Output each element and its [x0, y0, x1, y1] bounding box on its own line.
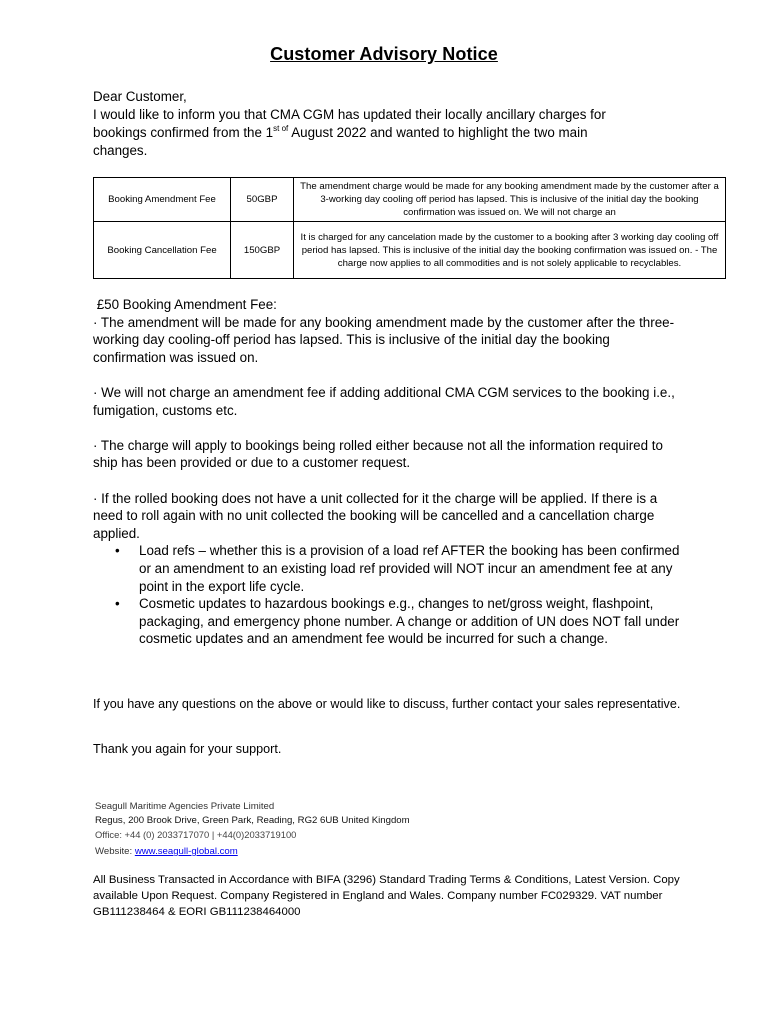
- amendment-section: [93, 296, 683, 648]
- list-item: • Cosmetic updates to hazardous bookings e.g., changes to net/gross weight, flashpoint, packaging, and emergency phone number. A change or addition of UN does NOT fall under cosmetic updates and an amendment fee would be incurred for such a change.: [115, 596, 680, 647]
- company-website: Website: www.seagull-global.com: [95, 846, 238, 857]
- intro-line-2-after: August 2022 and wanted to highlight the two main: [288, 125, 588, 140]
- bullet-icon: •: [115, 543, 120, 559]
- intro-paragraph: [93, 88, 683, 160]
- amendment-paragraph-2: · We will not charge an amendment fee if adding additional CMA CGM services to the booking i.e., fumigation, customs etc.: [93, 384, 675, 418]
- fee-table: [93, 177, 726, 279]
- fee-name: Booking Amendment Fee: [94, 178, 231, 222]
- bullet-icon: •: [115, 596, 120, 612]
- page-title: Customer Advisory Notice: [270, 44, 498, 64]
- intro-line-2-before: bookings confirmed from the 1: [93, 125, 274, 140]
- section-heading: £50 Booking Amendment Fee:: [96, 297, 277, 312]
- company-name: Seagull Maritime Agencies Private Limited: [95, 801, 275, 812]
- website-link[interactable]: www.seagull-global.com: [134, 846, 238, 857]
- company-office-phone: Office: +44 (0) 2033717070 | +44(0)2033719100: [95, 829, 297, 840]
- contact-paragraph: [93, 696, 683, 714]
- fee-description-cell: [294, 178, 726, 222]
- fee-amount: 50GBP: [231, 178, 294, 222]
- table-row: [94, 222, 726, 279]
- intro-line-1: I would like to inform you that CMA CGM has updated their locally ancillary charges for: [93, 107, 606, 122]
- amendment-paragraph-1: · The amendment will be made for any booking amendment made by the customer after the three-working day cooling-off period has lapsed. This is inclusive of the initial day the booking confirmation was issued on.: [93, 314, 675, 365]
- intro-superscript: st of: [273, 124, 289, 133]
- amendment-paragraph-4: · If the rolled booking does not have a unit collected for it the charge will be applied. If there is a need to roll again with no unit collected the booking will be cancelled and a cancellation charge applied.: [93, 490, 658, 541]
- fee-amount: 150GBP: [231, 222, 294, 279]
- fee-description: The amendment charge would be made for any booking amendment made by the customer after a 3-working day cooling off period has lapsed. This is inclusive of the initial day the booking confirmation was issued on. We will not charge an: [300, 181, 719, 218]
- intro-line-3: changes.: [93, 143, 148, 158]
- list-item: • Load refs – whether this is a provision of a load ref AFTER the booking has been confirmed or an amendment to an existing load ref provided will NOT incur an amendment fee at any point in the export life cycle.: [115, 543, 680, 594]
- company-address: Regus, 200 Brook Drive, Green Park, Reading, RG2 6UB United Kingdom: [95, 815, 410, 826]
- table-row: [94, 178, 726, 222]
- fee-name: Booking Cancellation Fee: [94, 222, 231, 279]
- greeting: Dear Customer,: [93, 89, 187, 104]
- footer-terms: All Business Transacted in Accordance with BIFA (3296) Standard Trading Terms & Conditions, Latest Version. Copy available Upon Request. Company Registered in England and Wales. Company number FC029329. VAT number GB111238464 & EORI GB111238464000: [93, 874, 680, 918]
- thanks-text: Thank you again for your support.: [93, 742, 282, 756]
- intro-line-2: [93, 124, 683, 142]
- bullet-list: [93, 542, 683, 648]
- company-info: [95, 800, 410, 859]
- amendment-paragraph-3: · The charge will apply to bookings being rolled either because not all the information required to ship has been provided or due to a customer request.: [93, 437, 663, 471]
- contact-text: If you have any questions on the above or would like to discuss, further contact your sales representative.: [93, 697, 681, 711]
- fee-description: It is charged for any cancelation made by the customer to a booking after 3 working day cooling off period has lapsed. This is inclusive of the initial day the booking confirmation was issued on. - The charge now applies to all commodities and is not solely applicable to recyclables.: [294, 222, 726, 279]
